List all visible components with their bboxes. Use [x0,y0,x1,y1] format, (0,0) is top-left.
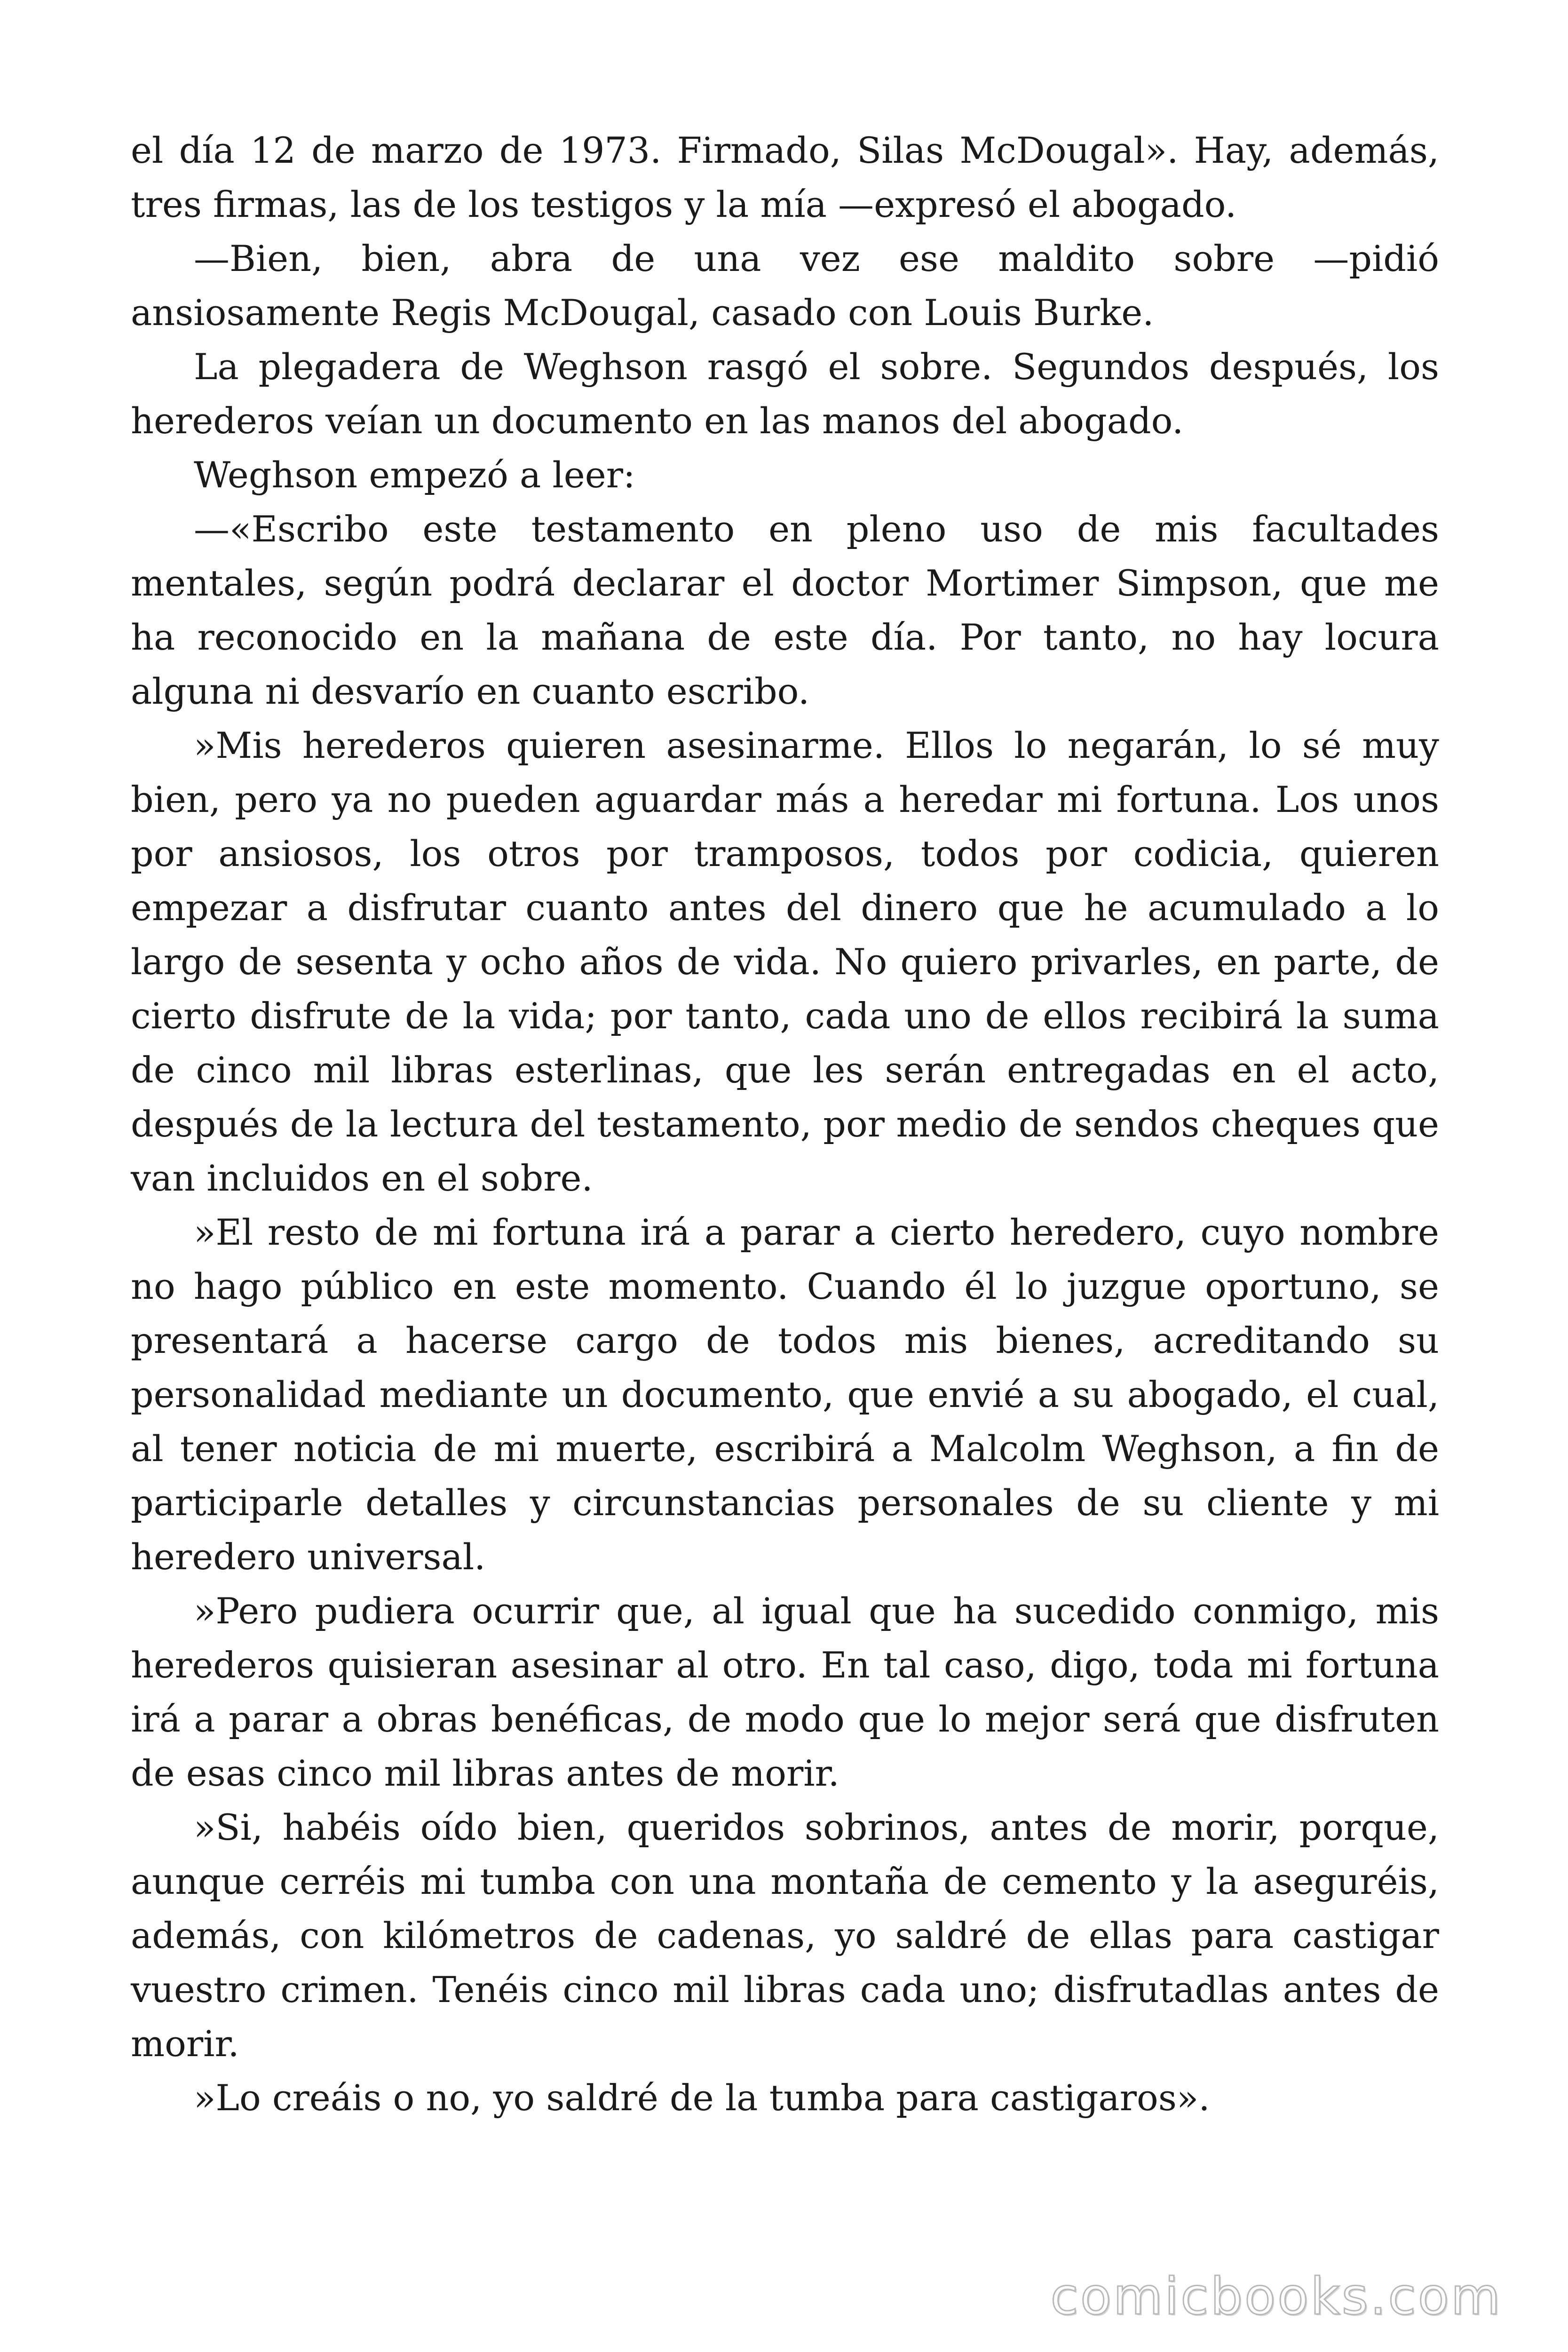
paragraph: La plegadera de Weghson rasgó el sobre. Segundos después, los herederos veían un documento en las manos del abogado. [131,346,1439,442]
paragraph: »Mis herederos quieren asesinarme. Ellos lo negarán, lo sé muy bien, pero ya no pueden aguardar más a heredar mi fortuna. Los unos por ansiosos, los otros por tramposos, todos por codicia, quieren empezar a disfrutar cuanto antes del dinero que he acumulado a lo largo de sesenta y ocho años de vida. No quiero privarles, en parte, de cierto disfrute de la vida; por tanto, cada uno de ellos recibirá la suma de cinco mil libras esterlinas, que les serán entregadas en el acto, después de la lectura del testamento, por medio de sendos cheques que van incluidos en el sobre. [131,724,1439,1199]
watermark: comicbooks.com [1050,2267,1502,2326]
paragraph: el día 12 de marzo de 1973. Firmado, Silas McDougal». Hay, además, tres firmas, las de los testigos y la mía —expresó el abogado. [131,129,1439,225]
paragraph: »Si, habéis oído bien, queridos sobrinos, antes de morir, porque, aunque cerréis mi tumba con una montaña de cemento y la aseguréis, además, con kilómetros de cadenas, yo saldré de ellas para castigar vuestro crimen. Tenéis cinco mil libras cada uno; disfrutadlas antes de morir. [131,1806,1439,2065]
paragraph: »Lo creáis o no, yo saldré de la tumba para castigaros». [194,2077,1210,2119]
paragraph: »El resto de mi fortuna irá a parar a cierto heredero, cuyo nombre no hago público en este momento. Cuando él lo juzgue oportuno, se presentará a hacerse cargo de todos mis bienes, acreditando su personalidad mediante un documento, que envié a su abogado, el cual, al tener noticia de mi muerte, escribirá a Malcolm Weghson, a fin de participarle detalles y circunstancias personales de su cliente y mi heredero universal. [131,1211,1439,1578]
page-body [131,123,1439,2125]
paragraph: »Pero pudiera ocurrir que, al igual que ha sucedido conmigo, mis herederos quisieran asesinar al otro. En tal caso, digo, toda mi fortuna irá a parar a obras benéficas, de modo que lo mejor será que disfruten de esas cinco mil libras antes de morir. [131,1590,1439,1794]
paragraph: —«Escribo este testamento en pleno uso de mis facultades mentales, según podrá declarar el doctor Mortimer Simpson, que me ha reconocido en la mañana de este día. Por tanto, no hay locura alguna ni desvarío en cuanto escribo. [131,508,1439,712]
paragraph: —Bien, bien, abra de una vez ese maldito sobre —pidió ansiosamente Regis McDougal, casado con Louis Burke. [131,238,1439,334]
paragraph: Weghson empezó a leer: [194,454,635,496]
